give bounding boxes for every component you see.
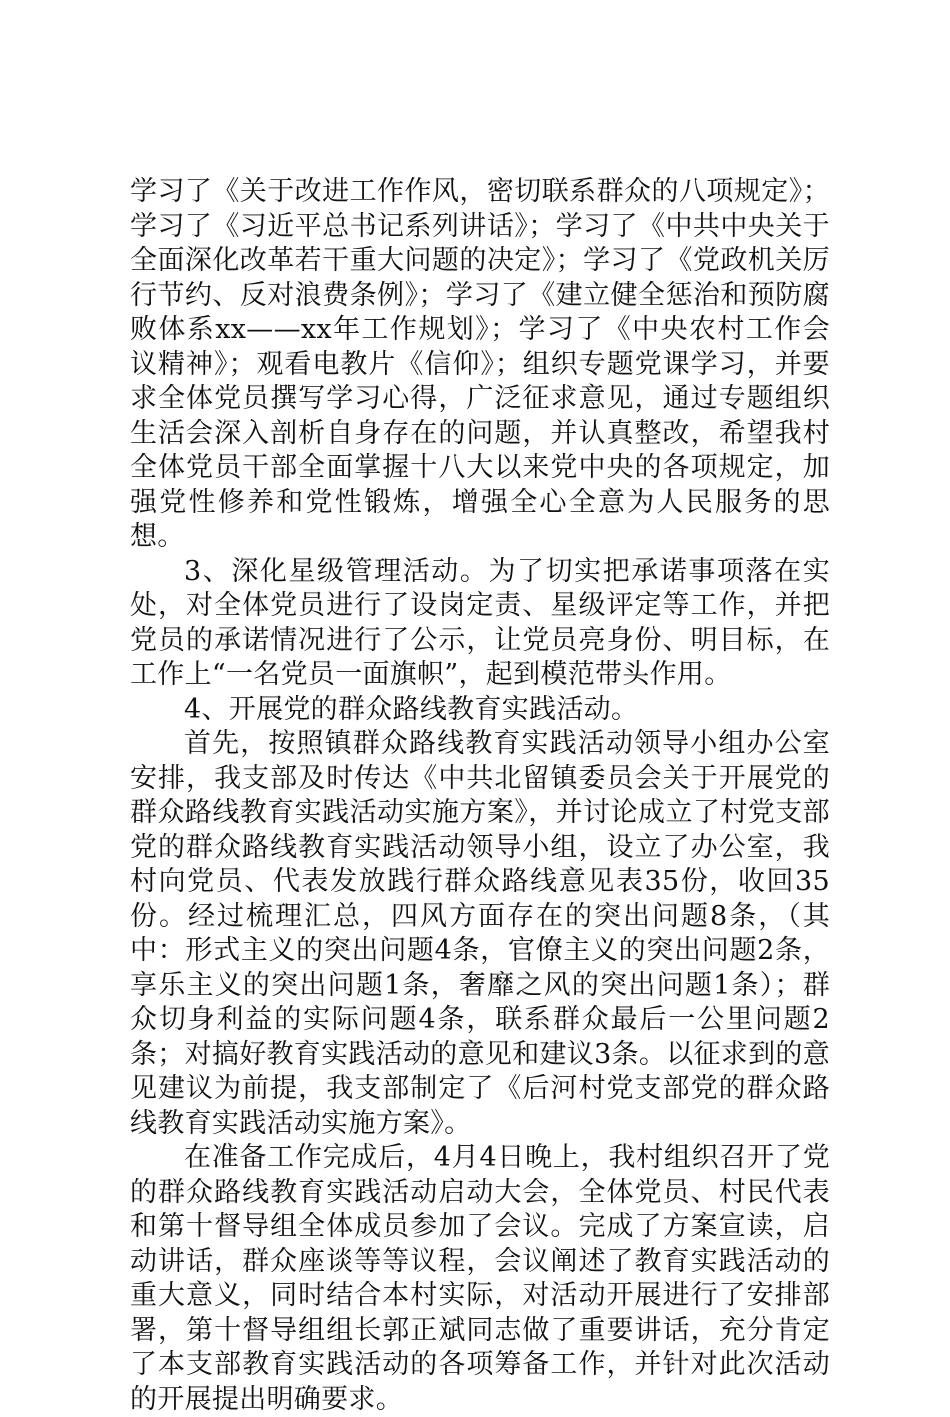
document-body bbox=[130, 175, 830, 1417]
paragraph-star-management: 3、深化星级管理活动。为了切实把承诺事项落在实处，对全体党员进行了设岗定责、星级评定等工作，并把党员的承诺情况进行了公示，让党员亮身份、明目标，在工作上“一名党员一面旗帜”，起到模范带头作用。 bbox=[130, 555, 830, 690]
paragraph-mass-line-heading: 4、开展党的群众路线教育实践活动。 bbox=[184, 693, 639, 725]
paragraph-study-list: 学习了《关于改进工作作风，密切联系群众的八项规定》；学习了《习近平总书记系列讲话》；学习了《中共中央关于全面深化改革若干重大问题的决定》；学习了《党政机关厉行节约、反对浪费条例》；学习了《建立健全惩治和预防腐败体系xx——xx年工作规划》；学习了《中央农村工作会议精神》；观看电教片《信仰》；组织专题党课学习，并要求全体党员撰写学习心得，广泛征求意见，通过专题组织生活会深入剖析自身存在的问题，并认真整改，希望我村全体党员干部全面掌握十八大以来党中央的各项规定，加强党性修养和党性锻炼，增强全心全意为人民服务的思想。 bbox=[130, 176, 830, 552]
paragraph-launch-meeting: 在准备工作完成后，4月4日晚上，我村组织召开了党的群众路线教育实践活动启动大会，全体党员、村民代表和第十督导组全体成员参加了会议。完成了方案宣读，启动讲话，群众座谈等等议程，会议阐述了教育实践活动的重大意义，同时结合本村实际，对活动开展进行了安排部署，第十督导组组长郭正斌同志做了重要讲话，充分肯定了本支部教育实践活动的各项筹备工作，并针对此次活动的开展提出明确要求。 bbox=[130, 1142, 830, 1415]
paragraph-first-steps: 首先，按照镇群众路线教育实践活动领导小组办公室安排，我支部及时传达《中共北留镇委员会关于开展党的群众路线教育实践活动实施方案》，并讨论成立了村党支部党的群众路线教育实践活动领导小组，设立了办公室，我村向党员、代表发放践行群众路线意见表35份，收回35份。经过梳理汇总，四风方面存在的突出问题8条，（其中：形式主义的突出问题4条，官僚主义的突出问题2条，享乐主义的突出问题1条，奢靡之风的突出问题1条）；群众切身利益的实际问题4条，联系群众最后一公里问题2条；对搞好教育实践活动的意见和建议3条。以征求到的意见建议为前提，我支部制定了《后河村党支部党的群众路线教育实践活动实施方案》。 bbox=[130, 728, 830, 1139]
